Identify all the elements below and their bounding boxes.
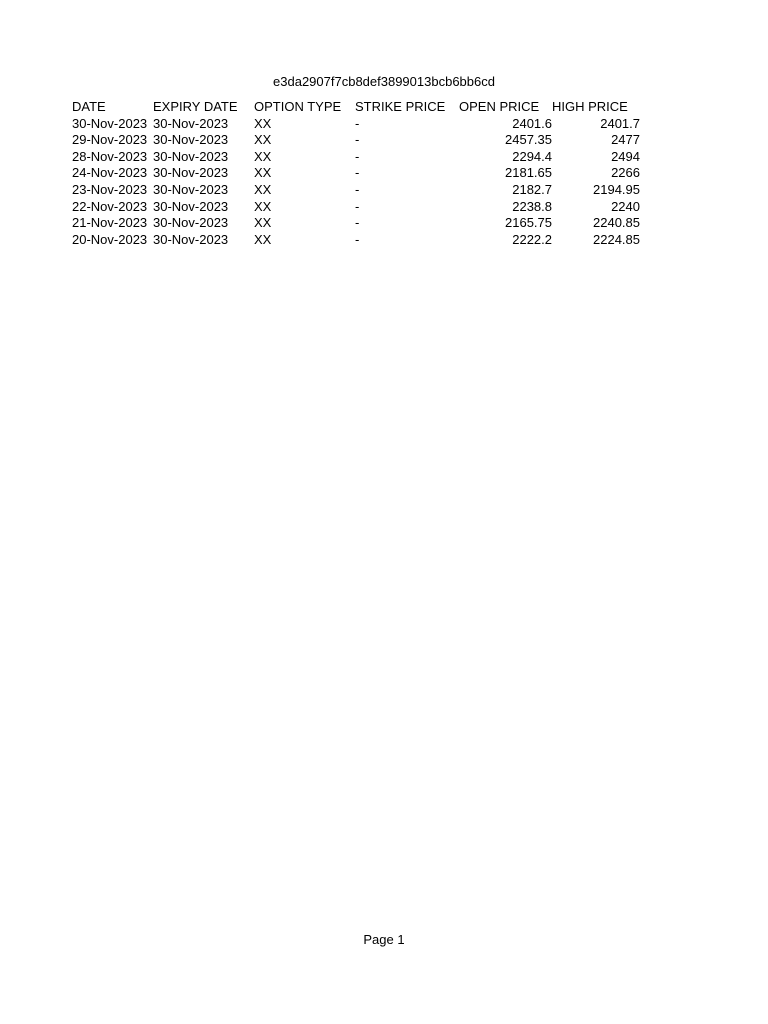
header-option-type: OPTION TYPE	[254, 99, 342, 114]
cell-strike-price: -	[355, 148, 360, 164]
table-row	[72, 165, 640, 182]
cell-open-price: 2294.4	[512, 148, 552, 164]
data-table	[72, 99, 640, 248]
table-row	[72, 199, 640, 216]
cell-date: 24-Nov-2023	[72, 165, 148, 181]
table-header	[72, 99, 640, 116]
table-body	[72, 116, 640, 249]
cell-strike-price: -	[355, 198, 360, 214]
cell-option-type: XX	[254, 115, 272, 131]
cell-date: 28-Nov-2023	[72, 148, 148, 164]
cell-option-type: XX	[254, 165, 272, 181]
cell-open-price: 2238.8	[512, 198, 552, 214]
cell-strike-price: -	[355, 165, 360, 181]
cell-option-type: XX	[254, 148, 272, 164]
cell-strike-price: -	[355, 115, 360, 131]
cell-high-price: 2194.95	[593, 181, 640, 197]
cell-date: 21-Nov-2023	[72, 215, 148, 231]
header-high-price: HIGH PRICE	[552, 99, 628, 114]
cell-option-type: XX	[254, 231, 272, 247]
cell-open-price: 2181.65	[505, 165, 552, 181]
cell-option-type: XX	[254, 181, 272, 197]
cell-expiry-date: 30-Nov-2023	[153, 231, 229, 247]
table-row	[72, 116, 640, 133]
cell-expiry-date: 30-Nov-2023	[153, 181, 229, 197]
cell-date: 29-Nov-2023	[72, 132, 148, 148]
cell-high-price: 2494	[611, 148, 640, 164]
cell-high-price: 2401.7	[600, 115, 640, 131]
cell-open-price: 2165.75	[505, 215, 552, 231]
cell-strike-price: -	[355, 181, 360, 197]
cell-expiry-date: 30-Nov-2023	[153, 132, 229, 148]
cell-date: 22-Nov-2023	[72, 198, 148, 214]
cell-open-price: 2222.2	[512, 231, 552, 247]
document-title: e3da2907f7cb8def3899013bcb6bb6cd	[273, 74, 495, 89]
cell-high-price: 2477	[611, 132, 640, 148]
cell-expiry-date: 30-Nov-2023	[153, 148, 229, 164]
cell-date: 20-Nov-2023	[72, 231, 148, 247]
cell-date: 30-Nov-2023	[72, 115, 148, 131]
table-row	[72, 132, 640, 149]
cell-date: 23-Nov-2023	[72, 181, 148, 197]
cell-strike-price: -	[355, 231, 360, 247]
cell-expiry-date: 30-Nov-2023	[153, 198, 229, 214]
cell-strike-price: -	[355, 215, 360, 231]
cell-expiry-date: 30-Nov-2023	[153, 115, 229, 131]
cell-open-price: 2182.7	[512, 181, 552, 197]
cell-high-price: 2266	[611, 165, 640, 181]
cell-strike-price: -	[355, 132, 360, 148]
header-open-price: OPEN PRICE	[459, 99, 540, 114]
cell-option-type: XX	[254, 215, 272, 231]
cell-option-type: XX	[254, 198, 272, 214]
cell-high-price: 2240.85	[593, 215, 640, 231]
table-row	[72, 149, 640, 166]
header-row	[72, 99, 640, 116]
cell-high-price: 2240	[611, 198, 640, 214]
cell-high-price: 2224.85	[593, 231, 640, 247]
table-row	[72, 182, 640, 199]
table-row	[72, 232, 640, 249]
header-date: DATE	[72, 99, 106, 114]
cell-open-price: 2457.35	[505, 132, 552, 148]
table-row	[72, 215, 640, 232]
header-strike-price: STRIKE PRICE	[355, 99, 446, 114]
cell-open-price: 2401.6	[512, 115, 552, 131]
cell-expiry-date: 30-Nov-2023	[153, 165, 229, 181]
header-expiry-date: EXPIRY DATE	[153, 99, 238, 114]
page-number: Page 1	[363, 932, 405, 947]
cell-expiry-date: 30-Nov-2023	[153, 215, 229, 231]
cell-option-type: XX	[254, 132, 272, 148]
